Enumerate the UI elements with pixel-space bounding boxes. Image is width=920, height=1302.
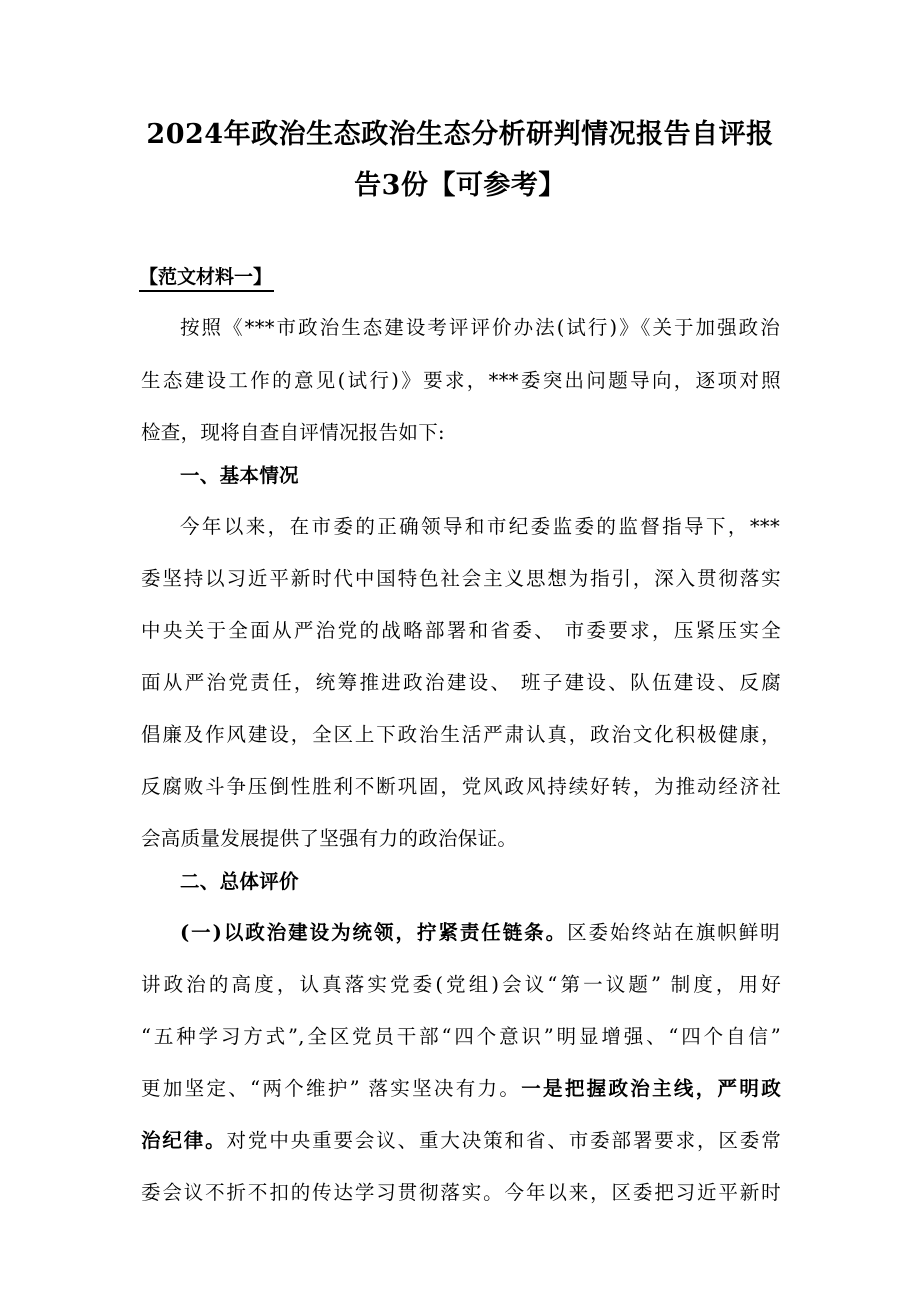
paragraph-1-line-2: 生态建设工作的意见(试行)》要求，***委突出问题导向，逐项对照 — [141, 369, 781, 392]
paragraph-1-line-3: 检查，现将自查自评情况报告如下: — [141, 421, 445, 444]
bold-subheading-political-construction: (一)以政治建设为统领，拧紧责任链条。 — [180, 921, 568, 944]
bold-point-one-continued: 治纪律。 — [141, 1129, 227, 1152]
paragraph-2-line-2: 委坚持以习近平新时代中国特色社会主义思想为指引，深入贯彻落实 — [141, 567, 781, 590]
paragraph-2-line-4: 面从严治党责任，统筹推进政治建设、 班子建设、队伍建设、反腐 — [141, 671, 781, 694]
paragraph-3-line-6: 委会议不折不扣的传达学习贯彻落实。今年以来，区委把习近平新时 — [141, 1181, 781, 1204]
paragraph-2-line-7: 会高质量发展提供了坚强有力的政治保证。 — [141, 827, 518, 850]
bold-point-one: 一是把握政治主线，严明政 — [521, 1077, 781, 1100]
paragraph-3-line-1 — [180, 919, 780, 947]
document-title-line-1: 2024年政治生态政治生态分析研判情况报告自评报 — [146, 119, 774, 150]
paragraph-1-line-1: 按照《***市政治生态建设考评评价办法(试行)》《关于加强政治 — [180, 316, 780, 339]
section-label: 【范文材料一】 — [139, 264, 274, 292]
paragraph-2-line-3: 中央关于全面从严治党的战略部署和省委、 市委要求，压紧压实全 — [141, 619, 781, 642]
paragraph-3-line-3: “五种学习方式”,全区党员干部“四个意识”明显增强、“四个自信” — [141, 1025, 781, 1048]
heading-overall-evaluation: 二、总体评价 — [180, 870, 299, 893]
paragraph-3-line-5 — [141, 1127, 781, 1155]
paragraph-3-line-1-text: 区委始终站在旗帜鲜明 — [567, 921, 780, 944]
document-title-line-2: 告3份【可参考】 — [354, 170, 566, 201]
paragraph-3-line-4-text: 更加坚定、“两个维护” 落实坚决有力。 — [141, 1077, 522, 1100]
paragraph-2-line-6: 反腐败斗争压倒性胜利不断巩固，党风政风持续好转，为推动经济社 — [141, 775, 781, 798]
paragraph-3-line-5-text: 对党中央重要会议、重大决策和省、市委部署要求，区委常 — [226, 1129, 781, 1152]
heading-basic-situation: 一、基本情况 — [180, 464, 299, 487]
paragraph-3-line-4 — [141, 1075, 781, 1103]
paragraph-2-line-5: 倡廉及作风建设，全区上下政治生活严肃认真，政治文化积极健康， — [141, 723, 781, 746]
paragraph-2-line-1: 今年以来，在市委的正确领导和市纪委监委的监督指导下，*** — [180, 515, 780, 538]
paragraph-3-line-2: 讲政治的高度，认真落实党委(党组)会议“第一议题” 制度，用好 — [141, 973, 781, 996]
